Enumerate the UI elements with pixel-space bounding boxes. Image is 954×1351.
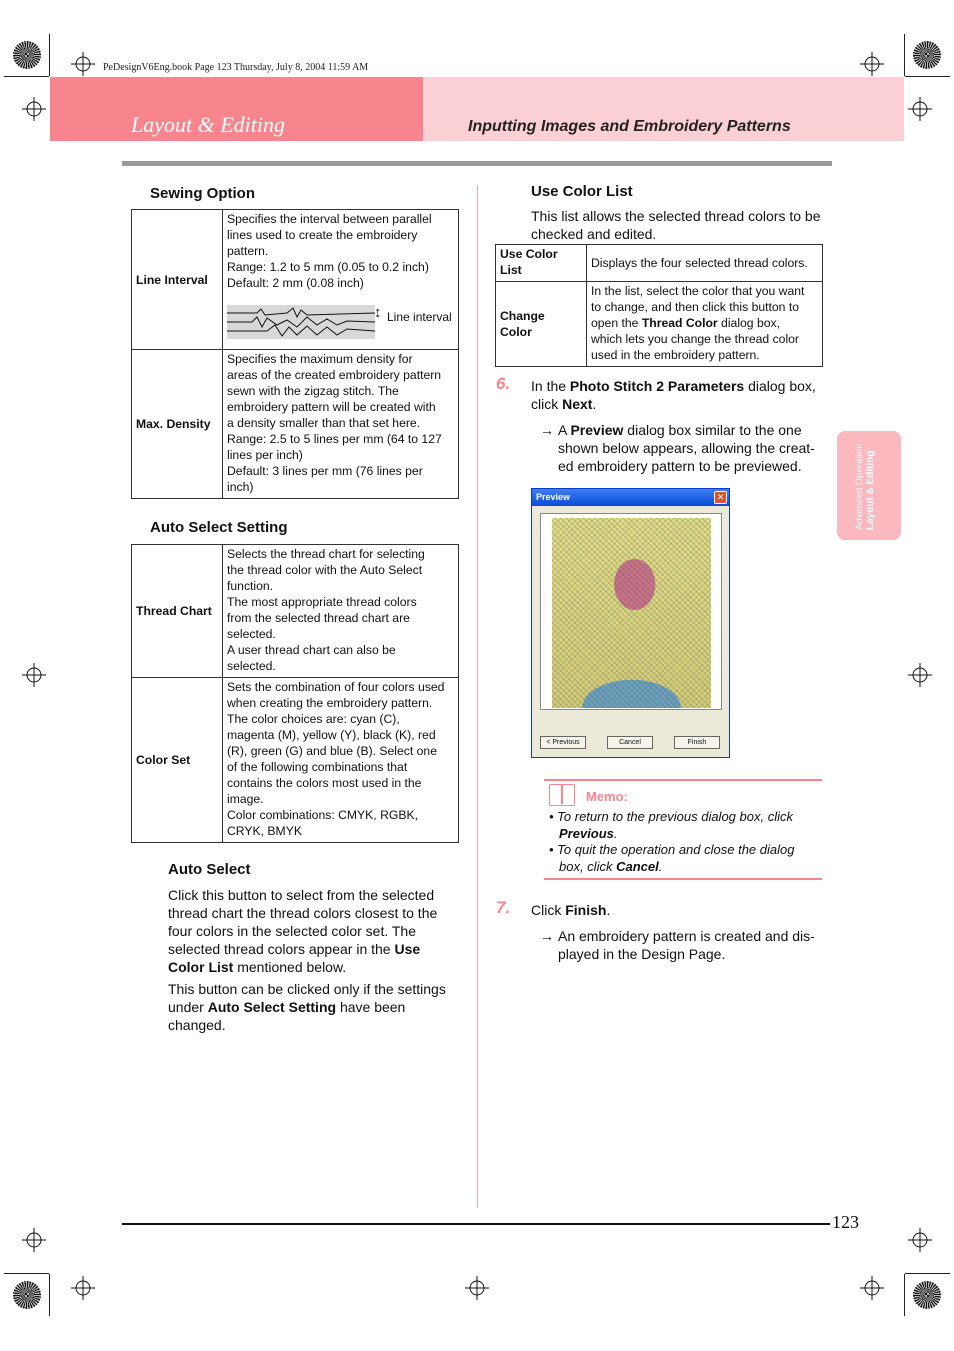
registration-mark-icon	[465, 1276, 489, 1300]
section-title: Layout & Editing	[131, 112, 285, 137]
crop-mark	[49, 1274, 50, 1316]
table-row	[132, 678, 459, 843]
table-row	[496, 245, 823, 282]
registration-mark-icon	[71, 52, 95, 76]
preview-pane	[540, 513, 722, 710]
column-divider	[477, 185, 478, 1208]
book-info: PeDesignV6Eng.book Page 123 Thursday, July 8, 2004 11:59 AM	[103, 62, 369, 73]
corner-disc-icon	[13, 41, 41, 69]
registration-mark-icon	[22, 663, 46, 687]
auto-select-note: This button can be clicked only if the settings under Auto Select Setting have been changed.	[168, 981, 446, 1033]
registration-mark-icon	[22, 1228, 46, 1252]
crop-mark	[905, 76, 950, 77]
embroidery-preview-image	[552, 518, 711, 708]
footer-rule	[122, 1223, 830, 1225]
row-description: Selects the thread chart for selecting the thread color with the Auto Select function. The most appropriate thread colors from the selected thread chart are selected. A user thread chart can also be selected.	[223, 545, 459, 678]
crop-mark	[904, 1274, 905, 1316]
registration-mark-icon	[908, 663, 932, 687]
corner-disc-icon	[913, 41, 941, 69]
line-interval-figure	[227, 291, 454, 337]
auto-select-setting-table	[131, 544, 459, 843]
memo-item: • To quit the operation and close the dialog box, click Cancel.	[549, 842, 795, 874]
registration-mark-icon	[71, 1276, 95, 1300]
row-description: Specifies the maximum density for areas of the created embroidery pattern sewn with the zigzag stitch. The embroidery pattern will be created with a density smaller than that set here. Range: 2.5 to 5 lines per mm (64 to 127 lines per inch) Default: 3 lines per mm (76 lines per inch)	[223, 350, 459, 499]
row-label: Max. Density	[132, 350, 223, 499]
use-color-list-table	[495, 244, 823, 367]
crop-mark	[904, 34, 905, 76]
cancel-button[interactable]: Cancel	[607, 736, 653, 749]
table-row	[132, 545, 459, 678]
page-number: 123	[832, 1212, 859, 1232]
registration-mark-icon	[860, 52, 884, 76]
table-row	[132, 350, 459, 499]
preview-dialog	[531, 488, 730, 758]
figure-caption: Line interval	[387, 310, 452, 324]
step-number: 7.	[496, 898, 511, 917]
chapter-title: Inputting Images and Embroidery Patterns	[468, 118, 791, 135]
result-arrow-icon: →	[540, 422, 554, 438]
corner-disc-icon	[13, 1281, 41, 1309]
auto-select-setting-heading: Auto Select Setting	[150, 519, 288, 536]
step-7-result: → An embroidery pattern is created and dis- played in the Design Page.	[540, 928, 815, 962]
row-label: Line Interval	[132, 210, 223, 350]
memo-item: • To return to the previous dialog box, click Previous.	[549, 809, 793, 841]
registration-mark-icon	[908, 1228, 932, 1252]
sewing-option-table	[131, 209, 459, 499]
table-row	[132, 210, 459, 350]
table-row	[496, 282, 823, 367]
book-icon	[549, 784, 575, 806]
dialog-title: Preview	[532, 489, 729, 506]
previous-button[interactable]: < Previous	[540, 736, 586, 749]
auto-select-heading: Auto Select	[168, 861, 251, 878]
step-6-result: → A Preview dialog box similar to the one shown below appears, allowing the creat- ed embroidery pattern to be previewed.	[540, 422, 815, 474]
finish-button[interactable]: Finish	[674, 736, 720, 749]
result-arrow-icon: →	[540, 928, 554, 944]
crop-mark	[4, 76, 49, 77]
row-description: Specifies the interval between parallel lines used to create the embroidery pattern. Range: 1.2 to 5 mm (0.05 to 0.2 inch) Default: 2 mm (0.08 inch) ↕ Line interval	[223, 210, 459, 350]
use-color-list-heading: Use Color List	[531, 183, 633, 200]
header-rule	[122, 161, 832, 166]
registration-mark-icon	[908, 97, 932, 121]
memo-rule-top	[544, 779, 822, 781]
row-description: In the list, select the color that you want to change, and then click this button to open the Thread Color dialog box, which lets you change the thread color used in the embroidery pattern.	[587, 282, 823, 367]
row-label: Change Color	[496, 282, 587, 367]
double-arrow-icon: ↕	[374, 304, 382, 321]
row-label: Thread Chart	[132, 545, 223, 678]
row-description: Sets the combination of four colors used when creating the embroidery pattern. The color choices are: cyan (C), magenta (M), yellow (Y), black (K), red (R), green (G) and blue (B). Select one of the following combinations that contains the colors most used in the image. Color combinations: CMYK, RGBK, CRYK, BMYK	[223, 678, 459, 843]
crop-mark	[4, 1273, 49, 1274]
row-description: Displays the four selected thread colors.	[587, 245, 823, 282]
step-7-text: Click Finish.	[531, 902, 611, 918]
sewing-option-heading: Sewing Option	[150, 185, 255, 202]
memo-rule-bottom	[544, 878, 822, 880]
crop-mark	[49, 34, 50, 76]
memo-title: Memo:	[586, 789, 628, 804]
stitch-pattern-icon	[227, 305, 375, 339]
crop-mark	[905, 1273, 950, 1274]
close-icon[interactable]: ✕	[714, 491, 727, 504]
row-label: Color Set	[132, 678, 223, 843]
registration-mark-icon	[860, 1276, 884, 1300]
use-color-list-intro: This list allows the selected thread colors to be checked and edited.	[531, 208, 821, 242]
registration-mark-icon	[22, 97, 46, 121]
step-6-text: In the Photo Stitch 2 Parameters dialog box, click Next.	[531, 378, 816, 412]
side-tab-label: Advanced Operation Layout & Editing	[854, 443, 876, 530]
corner-disc-icon	[913, 1281, 941, 1309]
row-label: Use Color List	[496, 245, 587, 282]
step-number: 6.	[496, 374, 511, 393]
auto-select-description: Click this button to select from the selected thread chart the thread colors closest to the four colors in the selected color set. The selected thread colors appear in the Use Color List mentioned below.	[168, 887, 438, 975]
